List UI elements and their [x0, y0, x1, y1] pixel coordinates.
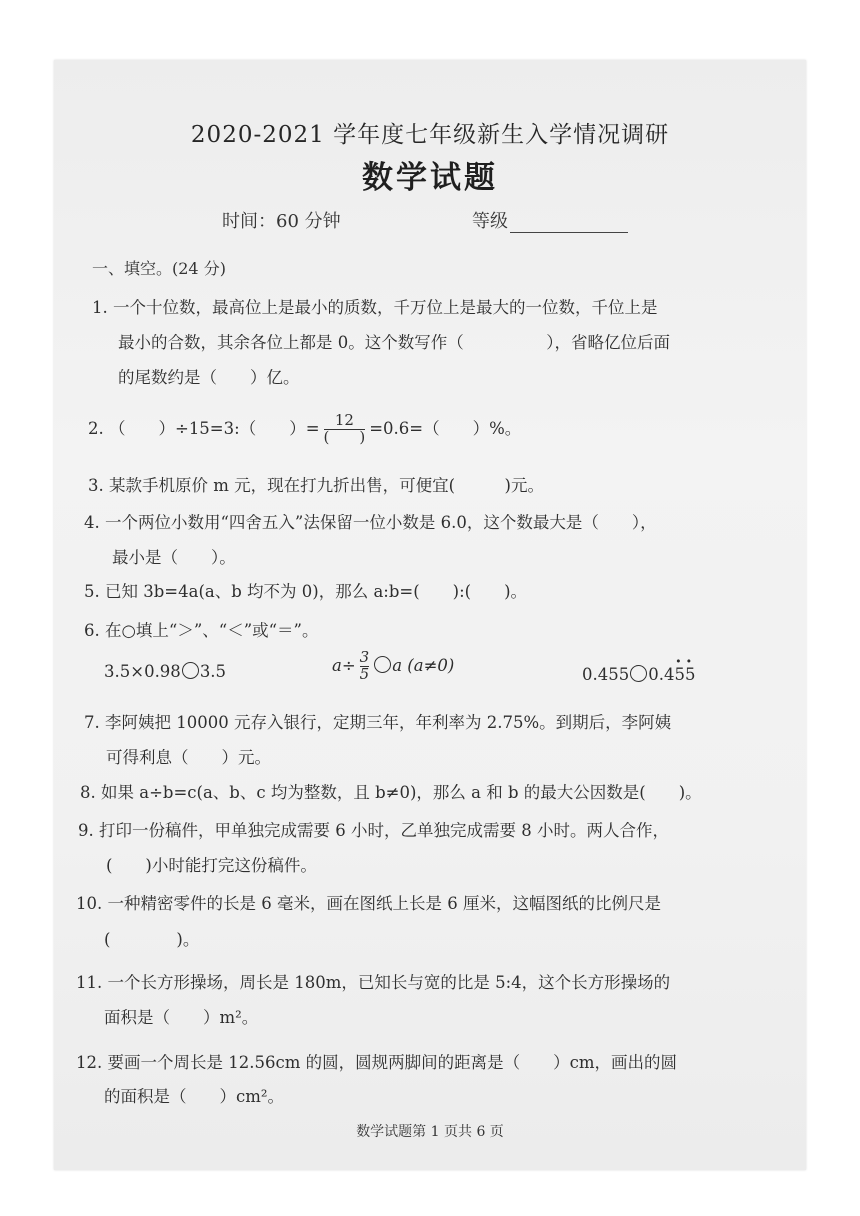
grade-blank-line: [510, 214, 628, 233]
repeating-digit-2: · 5: [685, 665, 696, 684]
question-2-fraction: [324, 413, 366, 446]
question-1-line-1: 1. 一个十位数，最高位上是最小的质数，千万位上是最大的一位数，千位上是: [92, 298, 658, 317]
repeating-digit-1: · 5: [675, 665, 686, 684]
question-7-line-1: 7. 李阿姨把 10000 元存入银行，定期三年，年利率为 2.75%。到期后，李阿姨: [84, 713, 672, 732]
question-12-line-1: 12. 要画一个周长是 12.56cm 的圆，圆规两脚间的距离是（ ）cm，画出的圆: [76, 1053, 677, 1072]
question-10-line-1: 10. 一种精密零件的长是 6 毫米，画在图纸上长是 6 厘米，这幅图纸的比例尺是: [76, 894, 661, 913]
grade-field: [472, 207, 628, 233]
question-5: 5. 已知 3b=4a(a、b 均不为 0)，那么 a:b=( ):( )。: [84, 582, 528, 601]
compare-circle-icon: [374, 656, 391, 673]
question-7-line-2: 可得利息（ ）元。: [106, 748, 271, 767]
section-heading: 一、填空。(24 分): [92, 259, 226, 278]
fraction-denominator: 5: [359, 664, 370, 683]
question-9-line-2: ( )小时能打完这份稿件。: [106, 856, 317, 875]
question-11-line-2: 面积是（ ）m²。: [104, 1008, 259, 1027]
part-1-left: 3.5×0.98: [104, 662, 181, 681]
question-10-line-2: ( )。: [104, 930, 200, 949]
exam-subtitle: 数学试题: [362, 160, 498, 196]
part-2-fraction: [360, 650, 370, 683]
page-footer: 数学试题第 1 页共 6 页: [356, 1124, 504, 1140]
question-1-line-3: 的尾数约是（ ）亿。: [118, 368, 300, 387]
time-label: 时间：60 分钟: [222, 211, 341, 232]
fraction-numerator: 12: [334, 411, 354, 429]
question-2-prefix: 2. （ ）÷15=3:（ ）=: [88, 418, 320, 438]
question-12-line-2: 的面积是（ ）cm²。: [104, 1087, 285, 1106]
question-2-suffix: =0.6=（ ）%。: [369, 418, 522, 438]
question-2: [88, 413, 521, 446]
question-6: 6. 在○填上“＞”、“＜”或“＝”。: [84, 621, 319, 640]
question-6-part-2: [332, 650, 454, 683]
question-4-line-2: 最小是（ ）。: [112, 548, 236, 567]
fraction-numerator: 3: [359, 648, 370, 666]
question-6-part-1: [104, 662, 226, 681]
question-8: 8. 如果 a÷b=c(a、b、c 均为整数，且 b≠0)，那么 a 和 b 的最大公因数是( )。: [80, 783, 702, 802]
question-4-line-1: 4. 一个两位小数用“四舍五入”法保留一位小数是 6.0，这个数最大是（ ），: [84, 513, 657, 532]
part-2-right: a (a≠0): [392, 655, 455, 675]
grade-label: 等级: [472, 211, 508, 232]
part-2-left: a÷: [332, 655, 356, 675]
part-3-left: 0.455: [582, 665, 630, 684]
question-9-line-1: 9. 打印一份稿件，甲单独完成需要 6 小时，乙单独完成需要 8 小时。两人合作，: [78, 821, 669, 840]
part-3-right: 0.4: [648, 665, 675, 684]
compare-circle-icon: [630, 665, 647, 682]
exam-title: 2020-2021 学年度七年级新生入学情况调研: [190, 122, 670, 148]
fraction-denominator: ( ): [323, 427, 366, 446]
compare-circle-icon: [182, 662, 199, 679]
question-3: 3. 某款手机原价 m 元，现在打九折出售，可便宜( )元。: [88, 476, 544, 495]
question-1-line-2: 最小的合数，其余各位上都是 0。这个数写作（ ），省略亿位后面: [118, 333, 670, 352]
question-11-line-1: 11. 一个长方形操场，周长是 180m，已知长与宽的比是 5:4，这个长方形操场的: [76, 973, 671, 992]
part-1-right: 3.5: [199, 662, 227, 681]
question-6-part-3: [582, 665, 696, 684]
